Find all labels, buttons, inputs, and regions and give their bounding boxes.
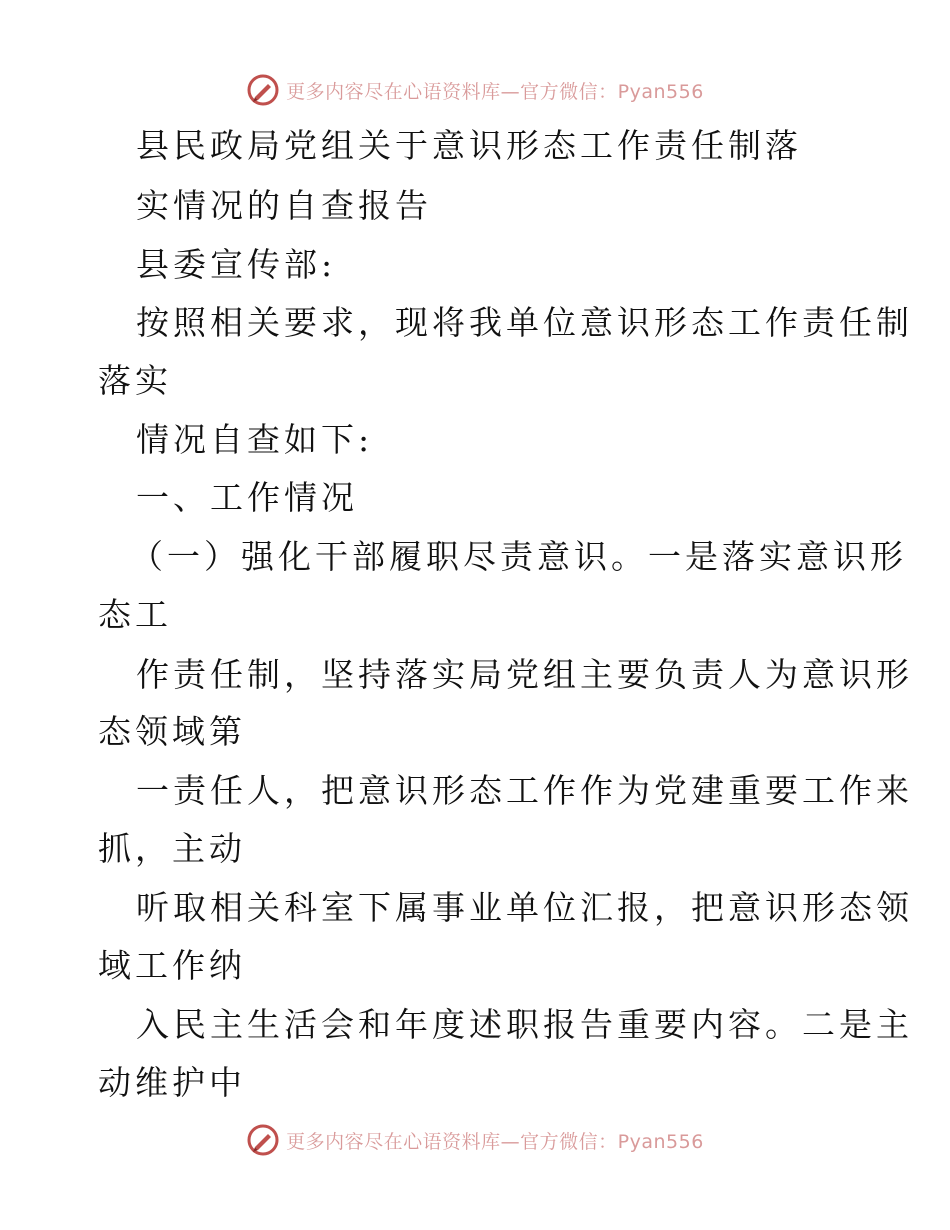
pen-circle-logo-icon [246,1123,280,1157]
watermark-header [0,70,950,110]
paragraph-line: 按照相关要求，现将我单位意识形态工作责任制 [136,303,913,342]
pen-circle-logo-icon [246,73,280,107]
section-heading: 一、工作情况 [136,478,358,517]
paragraph-line: 听取相关科室下属事业单位汇报，把意识形态领 [136,888,913,927]
paragraph-line: 落实 [98,361,172,400]
paragraph-line: 动维护中 [98,1063,246,1102]
subsection-line: （一）强化干部履职尽责意识。一是落实意识形 [130,537,907,576]
paragraph-line: 抓，主动 [98,829,246,868]
title-line-2: 实情况的自查报告 [136,186,432,225]
paragraph-line: 域工作纳 [98,946,246,985]
paragraph-line: 一责任人，把意识形态工作作为党建重要工作来 [136,771,913,810]
paragraph-line: 态工 [98,595,172,634]
watermark-text: 更多内容尽在心语资料库—官方微信：Pyan556 [286,80,704,103]
paragraph-line: 态领域第 [98,712,246,751]
paragraph-line: 作责任制，坚持落实局党组主要负责人为意识形 [136,655,913,694]
watermark-footer [0,1120,950,1160]
paragraph-line: 入民主生活会和年度述职报告重要内容。二是主 [136,1005,913,1044]
paragraph-line: 情况自查如下: [136,420,374,459]
title-line-1: 县民政局党组关于意识形态工作责任制落 [136,126,802,165]
addressee: 县委宣传部: [136,245,337,284]
watermark-text: 更多内容尽在心语资料库—官方微信：Pyan556 [286,1130,704,1153]
